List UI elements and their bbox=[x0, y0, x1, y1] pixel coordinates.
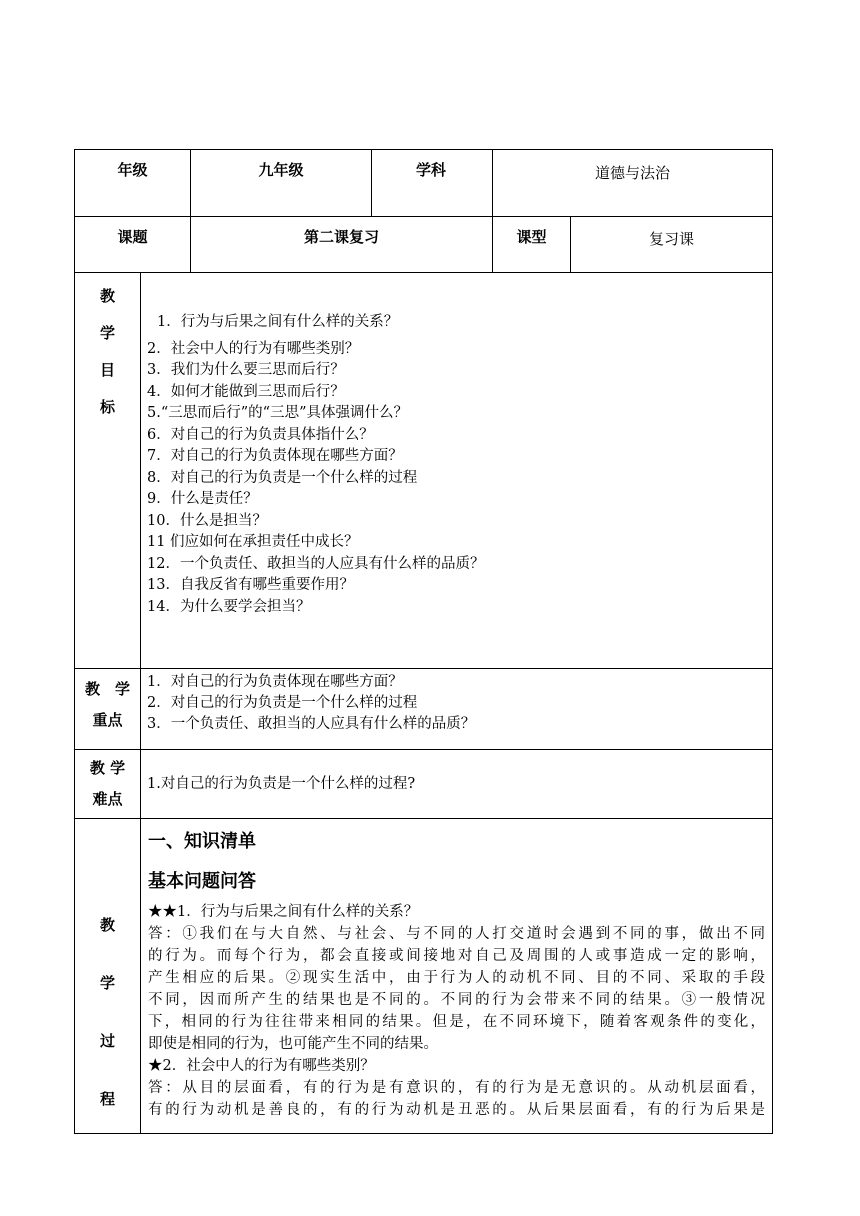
process-label: 教 学 过 程 bbox=[75, 819, 141, 1134]
objective-item: 7．对自己的行为负责体现在哪些方面？ bbox=[147, 448, 403, 464]
objective-item: 9．什么是责任？ bbox=[147, 491, 258, 507]
topic-label: 课题 bbox=[75, 217, 191, 273]
key-points-label: 教 学 重点 bbox=[75, 669, 141, 750]
subject-label: 学科 bbox=[372, 150, 493, 217]
grade-value: 九年级 bbox=[191, 150, 372, 217]
objective-item: 1．行为与后果之间有什么样的关系？ bbox=[157, 314, 399, 330]
objective-item: 6．对自己的行为负责具体指什么？ bbox=[147, 426, 374, 443]
objective-item: 4．如何才能做到三思而后行？ bbox=[147, 383, 345, 400]
topic-value: 第二课复习 bbox=[191, 217, 493, 273]
question-line: ★★1．行为与后果之间有什么样的关系？ bbox=[148, 904, 419, 920]
answer-line: 有的行为动机是善良的，有的行为动机是丑恶的。从后果层面看，有的行为后果是 bbox=[148, 1102, 766, 1118]
objective-item: 14．为什么要学会担当？ bbox=[147, 598, 311, 615]
key-point-item: 2．对自己的行为负责是一个什么样的过程 bbox=[147, 695, 418, 711]
difficulties-text: 1.对自己的行为负责是一个什么样的过程? bbox=[141, 750, 773, 819]
objective-item: 13．自我反省有哪些重要作用？ bbox=[147, 577, 354, 593]
process-row bbox=[75, 819, 773, 1134]
question-line: ★2．社会中人的行为有哪些类别？ bbox=[148, 1058, 375, 1074]
answer-line: 答：①我们在与大自然、与社会、与不同的人打交道时会遇到不同的事，做出不同 bbox=[148, 926, 766, 942]
difficulties-label: 教 学 难点 bbox=[75, 750, 141, 819]
answer-line: 下，相同的行为往往带来相同的结果。但是，在不同环境下，随着客观条件的变化， bbox=[148, 1014, 766, 1030]
answer-line: 产生相应的后果。②现实生活中，由于行为人的动机不同、目的不同、采取的手段 bbox=[148, 970, 766, 986]
type-label: 课型 bbox=[493, 217, 571, 273]
objectives-label: 教 学 目 标 bbox=[75, 273, 141, 669]
answer-line: 的行为。而每个行为，都会直接或间接地对自己及周围的人或事造成一定的影响， bbox=[148, 948, 766, 964]
header-row-grade bbox=[75, 150, 773, 217]
lesson-plan-table bbox=[74, 149, 773, 1134]
objective-item: 5.“三思而后行”的“三思”具体强调什么？ bbox=[147, 405, 408, 421]
answer-line: 不同，因而所产生的结果也是不同的。不同的行为会带来不同的结果。③一般情况 bbox=[148, 992, 766, 1008]
key-point-item: 3．一个负责任、敢担当的人应具有什么样的品质？ bbox=[147, 716, 476, 732]
process-content bbox=[141, 819, 773, 1134]
type-value: 复习课 bbox=[571, 217, 773, 273]
key-point-item: 1．对自己的行为负责体现在哪些方面？ bbox=[147, 674, 403, 690]
subject-value: 道德与法治 bbox=[493, 150, 773, 217]
objectives-list bbox=[141, 273, 773, 669]
key-points-list bbox=[141, 669, 773, 750]
section-heading: 一、知识清单 bbox=[148, 831, 256, 852]
grade-label: 年级 bbox=[75, 150, 191, 217]
difficulties-row bbox=[75, 750, 773, 819]
header-row-topic bbox=[75, 217, 773, 273]
objective-item: 8．对自己的行为负责是一个什么样的过程 bbox=[147, 469, 418, 486]
objective-item: 10．什么是担当？ bbox=[147, 512, 267, 529]
objective-item: 12．一个负责任、敢担当的人应具有什么样的品质？ bbox=[147, 555, 485, 572]
objective-item: 2．社会中人的行为有哪些类别？ bbox=[147, 340, 360, 357]
objective-item: 3．我们为什么要三思而后行？ bbox=[147, 362, 345, 378]
answer-line: 即使是相同的行为，也可能产生不同的结果。 bbox=[148, 1036, 438, 1052]
key-points-row bbox=[75, 669, 773, 750]
answer-line: 答：从目的层面看，有的行为是有意识的，有的行为是无意识的。从动机层面看， bbox=[148, 1080, 766, 1096]
subsection-heading: 基本问题问答 bbox=[148, 871, 256, 892]
objective-item: 11 们应如何在承担责任中成长？ bbox=[147, 534, 359, 550]
objectives-row bbox=[75, 273, 773, 669]
